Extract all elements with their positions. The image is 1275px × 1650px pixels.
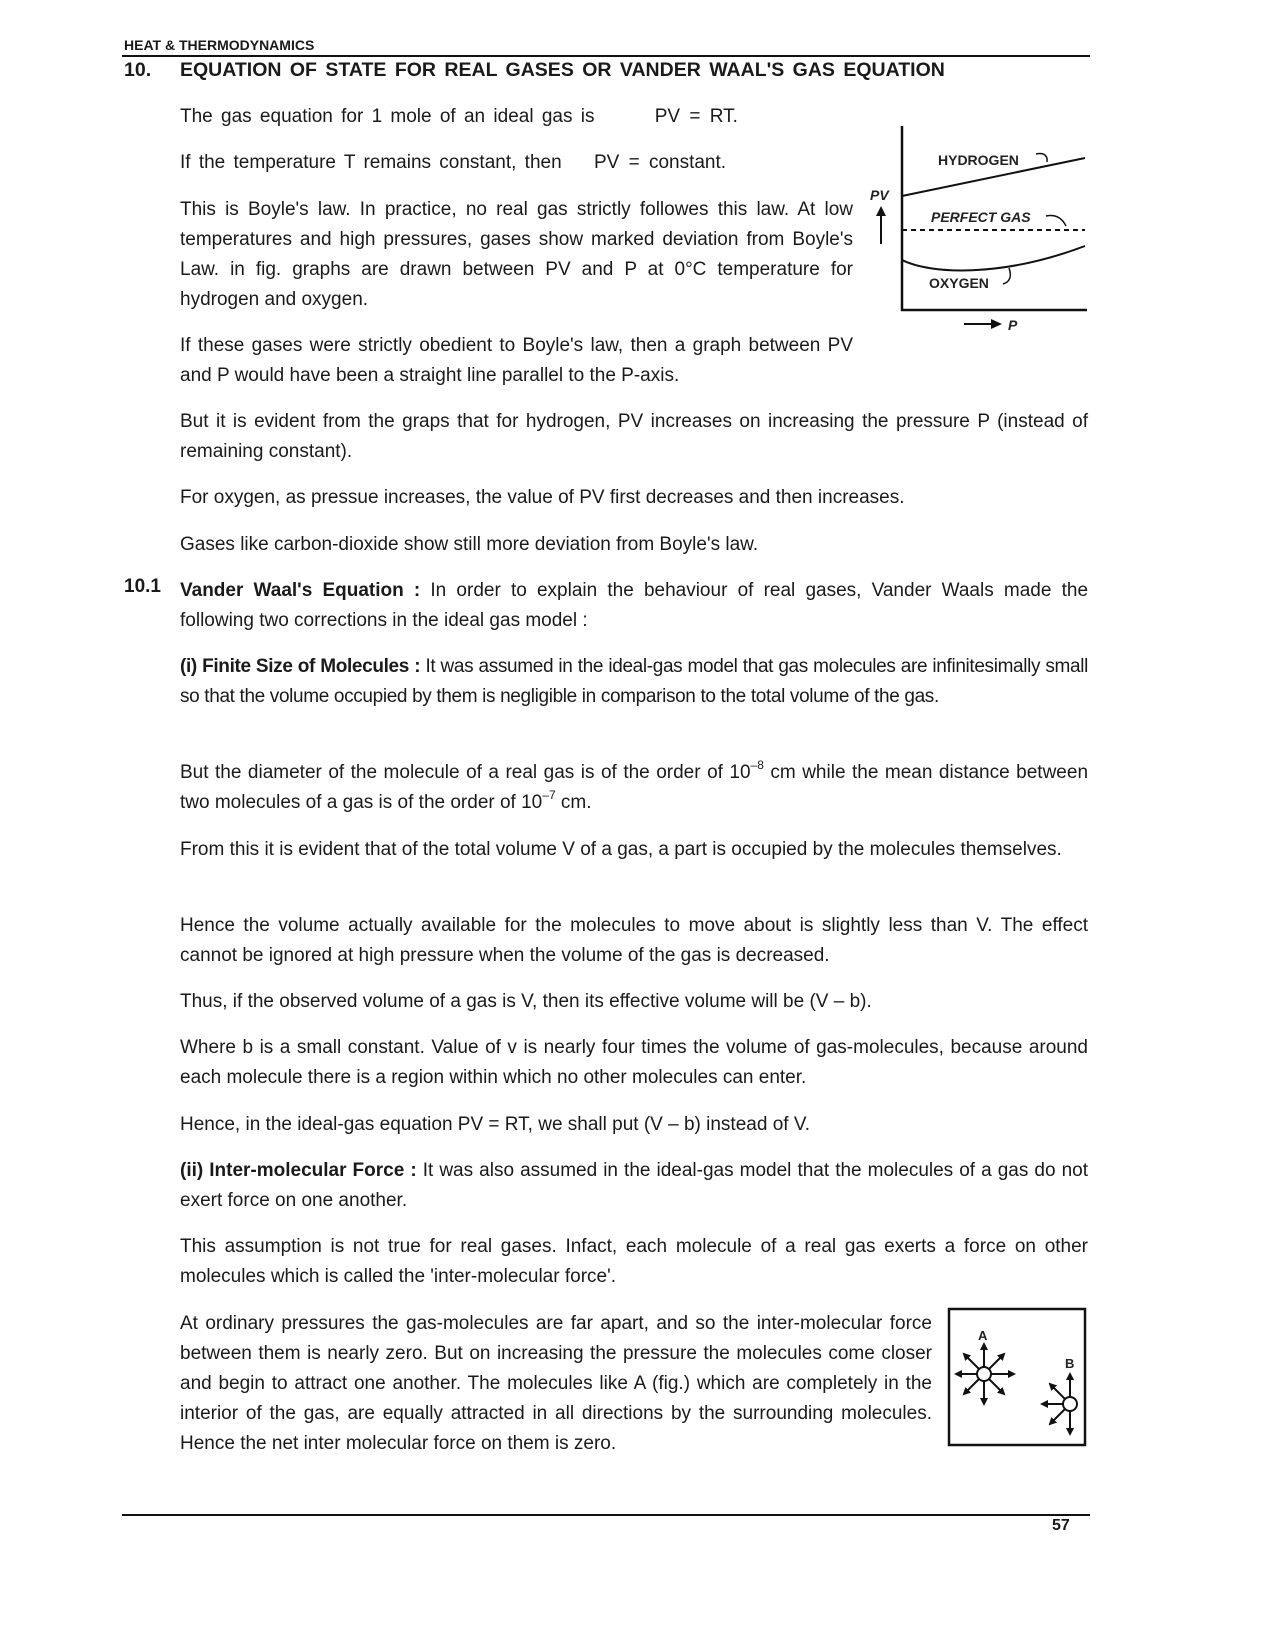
paragraph-diameter [180, 758, 1088, 818]
intermolecular-text: It was also assumed in the ideal-gas model that the molecules of a gas do not exert force on one another. [180, 1160, 1089, 1211]
pv-vs-p-figure [860, 118, 1100, 340]
oxygen-curve [902, 246, 1085, 270]
paragraph-constant-temp [180, 148, 880, 178]
intermolecular-heading: (ii) Inter-molecular Force : [180, 1160, 417, 1181]
paragraph-volume-occupied: From this it is evident that of the total volume V of a gas, a part is occupied by the molecules themselves. [180, 839, 1062, 860]
oxygen-leader [1003, 268, 1010, 284]
pv-axis-label: PV [870, 187, 889, 203]
paragraph-assumption: This assumption is not true for real gases. Infact, each molecule of a real gas exerts a force on other molecules which is called the 'inter-molecular force'. [180, 1236, 1088, 1287]
paragraph-vander-waals-intro [180, 576, 1088, 636]
footer-rule [122, 1514, 1090, 1516]
molecule-b-label: B [1065, 1356, 1075, 1371]
paragraph-boyles-law: This is Boyle's law. In practice, no real gas strictly followes this law. At low temperatures and high pressures, gases show marked deviation from Boyle's Law. in fig. graphs are drawn between PV and P at 0°C temperature for hydrogen and oxygen. [180, 199, 853, 310]
subsection-number: 10.1 [124, 576, 161, 597]
diameter-exponent: –8 [750, 757, 764, 772]
figure-border [949, 1309, 1085, 1445]
header-rule [122, 55, 1090, 57]
constant-temp-text: If the temperature T remains constant, then [180, 152, 562, 173]
pv-arrow-icon [876, 206, 886, 216]
paragraph-substitution: Hence, in the ideal-gas equation PV = RT, we shall put (V – b) instead of V. [180, 1114, 811, 1135]
page-number: 57 [1052, 1517, 1070, 1534]
paragraph-oxygen: For oxygen, as pressue increases, the value of PV first decreases and then increases. [180, 487, 905, 508]
molecules-figure [946, 1306, 1090, 1448]
diameter-text-b: cm while the mean distance between two molecules of a gas is of the order of 10 [180, 762, 1089, 813]
section-number: 10. [124, 59, 152, 81]
subsection-intro: In order to explain the behaviour of real gases, Vander Waals made the following two corrections in the ideal gas model : [180, 580, 1089, 631]
running-head: HEAT & THERMODYNAMICS [124, 37, 315, 53]
finite-size-text: It was assumed in the ideal-gas model that gas molecules are infinitesimally small so that the volume occupied by them is negligible in comparison to the total volume of the gas. [180, 656, 1088, 707]
paragraph-finite-size [180, 652, 1088, 712]
diameter-text-a: But the diameter of the molecule of a real gas is of the order of 10 [180, 762, 751, 783]
ideal-gas-text: The gas equation for 1 mole of an ideal gas is [180, 106, 595, 127]
subsection-title: Vander Waal's Equation : [180, 580, 421, 601]
molecule-a-label: A [978, 1328, 988, 1343]
paragraph-straight-line: If these gases were strictly obedient to Boyle's law, then a graph between PV and P would have been a straight line parallel to the P-axis. [180, 335, 853, 386]
hydrogen-label: HYDROGEN [938, 152, 1019, 168]
oxygen-label: OXYGEN [929, 275, 989, 291]
section-title [124, 59, 945, 82]
hydrogen-leader [1036, 153, 1047, 162]
diameter-text-c: cm. [555, 792, 592, 813]
ideal-gas-equation: PV = RT. [654, 106, 738, 127]
paragraph-intermolecular [180, 1156, 1088, 1216]
paragraph-constant-b: Where b is a small constant. Value of v is nearly four times the volume of gas-molecules, because around each molecule there is a region within which no other molecules can enter. [180, 1037, 1088, 1088]
molecule-b [1063, 1397, 1077, 1411]
p-axis-label: P [1008, 317, 1018, 333]
distance-exponent: –7 [542, 787, 556, 802]
finite-size-heading: (i) Finite Size of Molecules : [180, 656, 421, 677]
paragraph-co2: Gases like carbon-dioxide show still more deviation from Boyle's law. [180, 534, 759, 555]
p-arrow-icon [991, 319, 1002, 329]
paragraph-ideal-gas [180, 102, 880, 132]
paragraph-ordinary-pressures: At ordinary pressures the gas-molecules are far apart, and so the inter-molecular force between them is nearly zero. But on increasing the pressure the molecules come closer and begin to attract one another. The molecules like A (fig.) which are completely in the interior of the gas, are equally attracted in all directions by the surrounding molecules. Hence the net inter molecular force on them is zero. [180, 1313, 932, 1454]
paragraph-available-volume: Hence the volume actually available for the molecules to move about is slightly less than V. The effect cannot be ignored at high pressure when the volume of the gas is decreased. [180, 915, 1088, 966]
molecule-a [977, 1367, 991, 1381]
paragraph-hydrogen: But it is evident from the graps that for hydrogen, PV increases on increasing the pressure P (instead of remaining constant). [180, 411, 1088, 462]
perfect-gas-label: PERFECT GAS [931, 209, 1031, 225]
boyle-equation: PV = constant. [593, 152, 727, 173]
section-title-text: EQUATION OF STATE FOR REAL GASES OR VANDER WAAL'S GAS EQUATION [180, 59, 945, 81]
paragraph-effective-volume: Thus, if the observed volume of a gas is V, then its effective volume will be (V – b). [180, 991, 872, 1012]
perfect-gas-leader [1046, 215, 1066, 226]
